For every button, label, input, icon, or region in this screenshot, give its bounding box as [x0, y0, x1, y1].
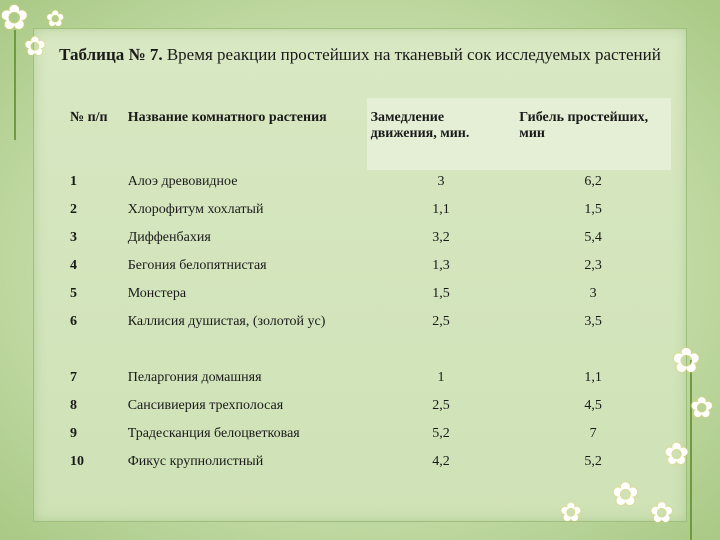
cell-name: Фикус крупнолистный [127, 454, 264, 469]
data-table [66, 98, 671, 478]
cell-death: 3,5 [584, 314, 602, 329]
cell-slowdown: 4,2 [432, 454, 450, 469]
cell-name: Монстера [127, 286, 187, 301]
title-prefix: Таблица № 7. [59, 45, 163, 64]
table-row [66, 226, 671, 254]
cell-name: Сансивиерия трехполосая [127, 398, 284, 413]
header-death: Гибель простейших, мин [515, 98, 671, 170]
cell-num: 4 [70, 258, 77, 273]
table-row [66, 394, 671, 422]
cell-slowdown: 1,5 [432, 286, 450, 301]
daisy-icon: ✿ [612, 476, 639, 512]
cell-num: 9 [70, 426, 77, 441]
cell-slowdown: 1,1 [432, 202, 450, 217]
cell-name: Каллисия душистая, (золотой ус) [127, 314, 326, 329]
cell-death: 7 [589, 426, 597, 441]
cell-name: Диффенбахия [127, 230, 211, 245]
daisy-icon: ✿ [690, 393, 714, 424]
daisy-icon: ✿ [672, 343, 701, 380]
cell-num: 1 [70, 174, 77, 189]
cell-num: 6 [70, 314, 77, 329]
cell-num: 8 [70, 398, 77, 413]
table-row [66, 310, 671, 366]
daisy-icon: ✿ [0, 0, 29, 37]
flower-stem-decoration [690, 360, 692, 540]
daisy-icon: ✿ [24, 32, 46, 61]
table-row [66, 282, 671, 310]
cell-slowdown: 2,5 [432, 314, 450, 329]
table-row [66, 254, 671, 282]
daisy-icon: ✿ [650, 498, 674, 529]
cell-slowdown: 3,2 [432, 230, 450, 245]
cell-num: 5 [70, 286, 77, 301]
page-title [40, 44, 680, 66]
cell-death: 1,5 [584, 202, 602, 217]
cell-num: 10 [70, 454, 84, 469]
cell-death: 4,5 [584, 398, 602, 413]
cell-death: 3 [589, 286, 597, 301]
table-row [66, 422, 671, 450]
cell-death: 5,2 [584, 454, 602, 469]
title-text: Время реакции простейших на тканевый сок исследуемых растений [162, 45, 661, 64]
cell-num: 2 [70, 202, 77, 217]
cell-name: Традесканция белоцветковая [127, 426, 300, 441]
cell-name: Бегония белопятнистая [127, 258, 267, 273]
table-row [66, 170, 671, 198]
table-row [66, 198, 671, 226]
cell-death: 5,4 [584, 230, 602, 245]
cell-slowdown: 1 [437, 370, 445, 385]
cell-death: 1,1 [584, 370, 602, 385]
header-slowdown: Замедление движения, мин. [367, 98, 516, 170]
cell-death: 6,2 [584, 174, 602, 189]
cell-death: 2,3 [584, 258, 602, 273]
cell-slowdown: 1,3 [432, 258, 450, 273]
cell-num: 7 [70, 370, 77, 385]
table-row [66, 450, 671, 478]
cell-slowdown: 5,2 [432, 426, 450, 441]
cell-slowdown: 3 [437, 174, 445, 189]
header-name: Название комнатного растения [127, 110, 327, 125]
daisy-icon: ✿ [560, 498, 582, 527]
flower-stem-decoration [14, 30, 16, 140]
table-row [66, 366, 671, 394]
cell-slowdown: 2,5 [432, 398, 450, 413]
daisy-icon: ✿ [664, 438, 690, 471]
cell-name: Хлорофитум хохлатый [127, 202, 264, 217]
header-num: № п/п [70, 110, 108, 125]
daisy-icon: ✿ [46, 6, 65, 31]
cell-num: 3 [70, 230, 77, 245]
cell-name: Пеларгония домашняя [127, 370, 262, 385]
cell-name: Алоэ древовидное [127, 174, 238, 189]
table-header-row [66, 98, 671, 170]
